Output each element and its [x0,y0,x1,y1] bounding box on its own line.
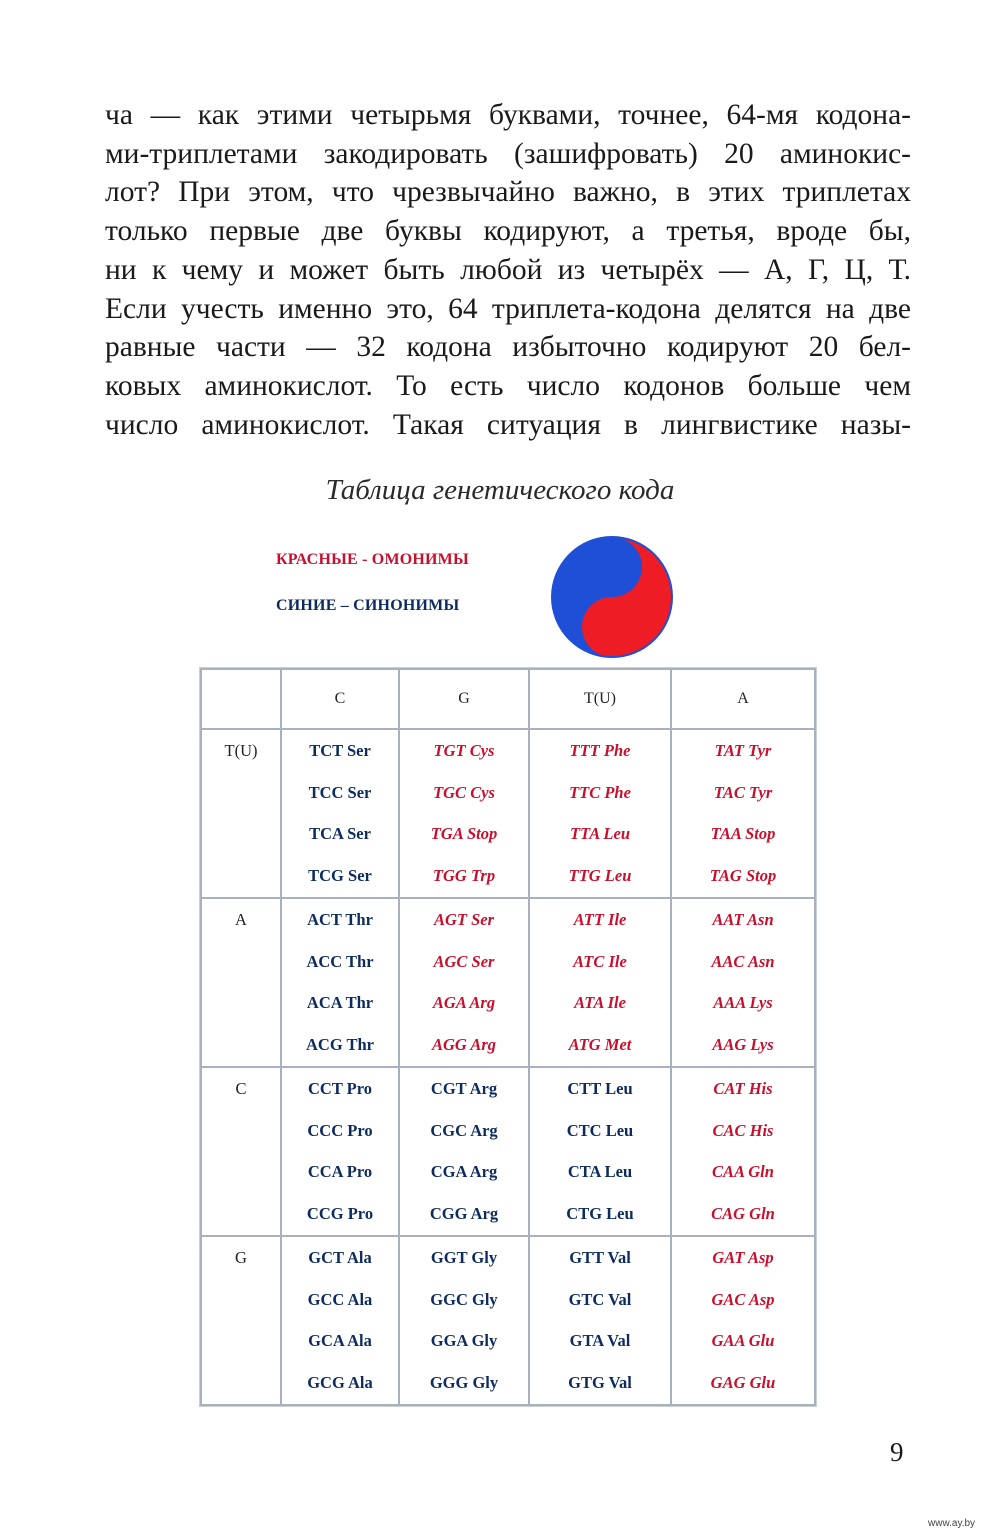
codon-cell [399,1067,529,1236]
codon-entry: TCT Ser [309,741,371,760]
codon-entry: TAA Stop [710,824,776,843]
codon-entry: CCA Pro [307,1162,373,1181]
codon-cell [671,1236,815,1405]
codon-entry: AGA Arg [432,993,496,1012]
genetic-code-table [200,668,816,1406]
codon-entry: TAC Tyr [713,782,773,802]
codon-entry: CTG Leu [566,1203,634,1223]
codon-entry: TGT Cys [433,741,495,760]
figure-caption: Таблица генетического кода [325,474,675,506]
codon-entry: CGC Arg [430,1120,498,1140]
codon-entry: TTG Leu [568,865,632,885]
column-header: C [281,669,399,729]
codon-entry: CTA Leu [567,1162,633,1181]
codon-cell [281,898,399,1067]
codon-entry: TCC Ser [308,782,372,802]
codon-entry: GAA Glu [711,1331,775,1350]
body-line: число аминокислот. Такая ситуация в лингвистике назы- [105,408,911,441]
codon-entry: CTT Leu [567,1079,633,1098]
table-row [201,729,815,898]
codon-entry: ACG Thr [306,1034,374,1054]
codon-entry: GTG Val [568,1372,632,1392]
body-line: только первые две буквы кодируют, а третья, вроде бы, [105,215,911,248]
codon-entry: GGA Gly [430,1331,498,1350]
codon-entry: CAA Gln [712,1162,774,1181]
table-header-row [201,669,815,729]
column-header: A [671,669,815,729]
codon-entry: GAT Asp [712,1248,774,1267]
codon-entry: ACA Thr [306,993,374,1012]
codon-entry: GCA Ala [308,1331,372,1350]
row-header: C [201,1067,281,1236]
codon-entry: GAC Asp [711,1289,775,1309]
body-line: ни к чему и может быть любой из четырёх — А, Г, Ц, Т. [105,253,911,286]
codon-entry: GTT Val [569,1248,631,1267]
codon-entry: TTC Phe [569,782,631,802]
codon-entry: GTC Val [568,1289,632,1309]
codon-entry: GCT Ala [308,1248,372,1267]
codon-entry: AGT Ser [433,910,495,929]
codon-entry: CCT Pro [307,1079,373,1098]
codon-entry: ATA Ile [574,993,626,1012]
codon-entry: CCG Pro [306,1203,374,1223]
body-line: равные части — 32 кодона избыточно кодируют 20 бел- [105,331,911,364]
codon-cell [529,729,671,898]
codon-entry: ATC Ile [573,951,627,971]
codon-entry: CAC His [712,1120,774,1140]
codon-cell [529,898,671,1067]
codon-entry: AGC Ser [433,951,495,971]
codon-cell [671,898,815,1067]
codon-entry: AAG Lys [712,1034,774,1054]
legend-blue-label: СИНИЕ – СИНОНИМЫ [276,597,460,614]
codon-cell [529,1067,671,1236]
codon-entry: TAT Tyr [714,741,772,760]
codon-entry: CAG Gln [711,1203,775,1223]
codon-entry: GGC Gly [430,1289,498,1309]
codon-entry: AAT Asn [712,910,774,929]
codon-entry: TCG Ser [308,865,372,885]
codon-entry: TTA Leu [569,824,631,843]
codon-entry: TCA Ser [309,824,371,843]
codon-cell [529,1236,671,1405]
codon-entry: CAT His [713,1079,773,1098]
watermark: www.ay.by [928,1518,976,1529]
yin-yang-icon [550,535,674,659]
codon-cell [281,1067,399,1236]
row-header: G [201,1236,281,1405]
codon-entry: CGA Arg [430,1162,498,1181]
codon-entry: TTT Phe [569,741,631,760]
codon-entry: AAC Asn [711,951,775,971]
body-paragraph [105,96,911,444]
codon-entry: TGC Cys [433,782,495,802]
codon-entry: TGG Trp [432,865,496,885]
body-line: ми-триплетами закодировать (зашифровать) 20 аминокис- [105,137,911,170]
table-row [201,1236,815,1405]
codon-cell [399,1236,529,1405]
codon-entry: AGG Arg [431,1034,497,1054]
codon-entry: TAG Stop [709,865,777,885]
codon-entry: ACT Thr [307,910,373,929]
codon-entry: ACC Thr [306,951,374,971]
codon-entry: GAG Glu [710,1372,776,1392]
legend-red-label: КРАСНЫЕ - ОМОНИМЫ [276,551,469,568]
codon-entry: ATG Met [568,1034,632,1054]
body-line: ковых аминокислот. То есть число кодонов больше чем [105,369,911,402]
codon-entry: ATT Ile [573,910,627,929]
codon-entry: CGT Arg [430,1079,498,1098]
body-line: лот? При этом, что чрезвычайно важно, в этих триплетах [105,176,911,209]
body-line: ча — как этими четырьмя буквами, точнее, 64-мя кодона- [105,99,911,131]
codon-cell [671,729,815,898]
codon-entry: AAA Lys [713,993,773,1012]
codon-cell [671,1067,815,1236]
codon-entry: GTA Val [569,1331,631,1350]
table-row [201,1067,815,1236]
codon-entry: CTC Leu [566,1120,634,1140]
codon-entry: CGG Arg [429,1203,499,1223]
codon-cell [399,898,529,1067]
column-header: G [399,669,529,729]
codon-cell [399,729,529,898]
codon-entry: GCC Ala [307,1289,373,1309]
codon-entry: GGG Gly [429,1372,499,1392]
body-line: Если учесть именно это, 64 триплета-кодона делятся на две [105,292,911,325]
codon-cell [281,729,399,898]
page-number: 9 [890,1437,904,1467]
codon-entry: GCG Ala [307,1372,373,1392]
table-row [201,898,815,1067]
column-header [201,669,281,729]
codon-entry: CCC Pro [307,1120,373,1140]
column-header: T(U) [529,669,671,729]
row-header: T(U) [201,729,281,898]
codon-entry: GGT Gly [430,1248,498,1267]
codon-entry: TGA Stop [430,824,498,843]
codon-cell [281,1236,399,1405]
row-header: A [201,898,281,1067]
